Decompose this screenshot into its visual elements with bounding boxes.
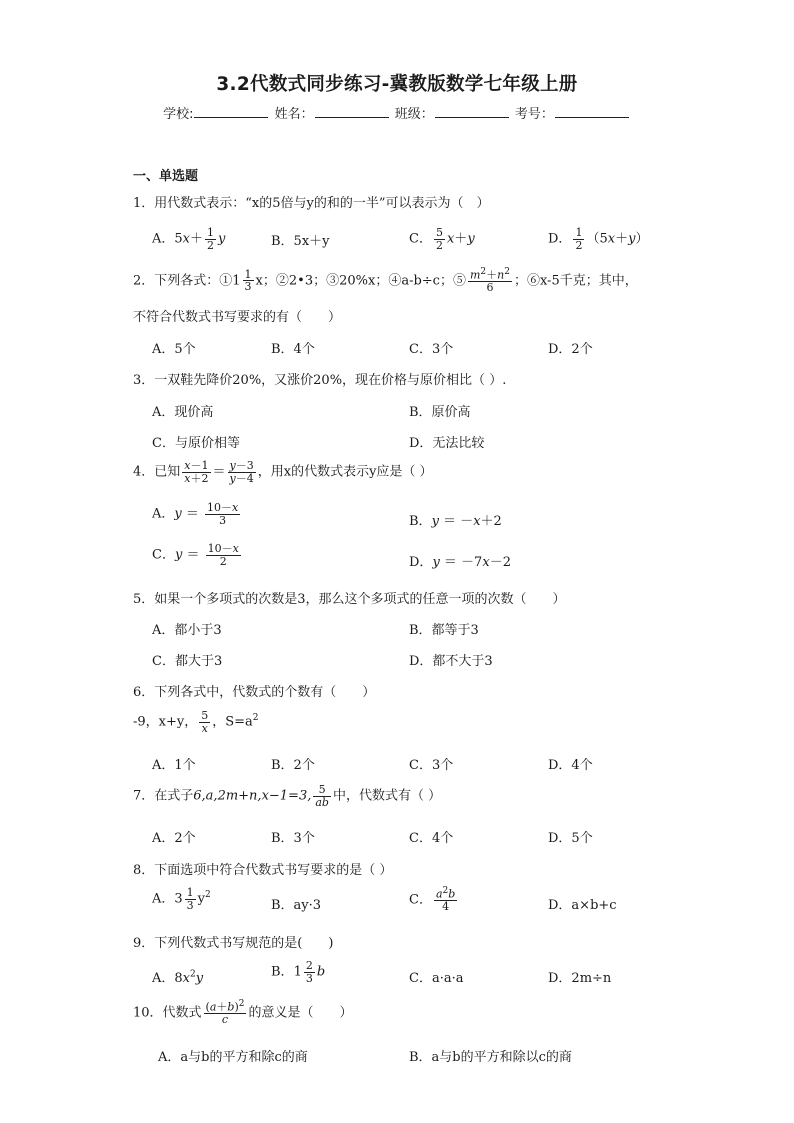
- q6-option-a[interactable]: A．1个: [152, 758, 196, 773]
- q1-option-c[interactable]: C． $\frac{5}{2}$ x＋y: [409, 226, 475, 252]
- q10-option-b[interactable]: B．a与b的平方和除以c的商: [409, 1050, 572, 1065]
- q3-option-a[interactable]: A．现价高: [152, 405, 214, 420]
- question-2-stem: 2．下列各式：①1 $\frac{1}{3}$ x；②2•3；③20%x；④a-b÷c；⑤ $\frac{m^2+n^2}{6}$ ；⑥x-5千克；其中，: [133, 267, 638, 295]
- question-2-stem-cont: 不符合代数式书写要求的有（ ）: [133, 310, 342, 325]
- class-blank[interactable]: [435, 105, 509, 118]
- q9-option-a[interactable]: A．$8x^2y$: [152, 969, 204, 986]
- class-label: 班级：: [394, 107, 434, 122]
- q5-option-d[interactable]: D．都不大于3: [409, 654, 493, 669]
- q1-option-b[interactable]: B．5x＋y: [271, 234, 330, 249]
- q7-option-d[interactable]: D．5个: [548, 831, 593, 846]
- name-blank[interactable]: [315, 105, 389, 118]
- q8-option-d[interactable]: D．a×b+c: [548, 898, 617, 913]
- question-10-stem: 10．代数式 $\frac{(a+b)^2}{c}$ 的意义是（ ）: [133, 999, 353, 1027]
- q5-option-b[interactable]: B．都等于3: [409, 623, 479, 638]
- q8-option-c[interactable]: C． $\frac{a^2b}{4}$: [409, 886, 456, 914]
- q5-option-a[interactable]: A．都小于3: [152, 623, 222, 638]
- page-title: 3.2代数式同步练习-冀教版数学七年级上册: [216, 74, 578, 95]
- section-heading: 一、单选题: [133, 169, 199, 184]
- school-blank[interactable]: [194, 105, 268, 118]
- q5-option-c[interactable]: C．都大于3: [152, 654, 223, 669]
- q7-option-a[interactable]: A．2个: [152, 831, 196, 846]
- q1-option-d[interactable]: D． $\frac{1}{2}$ （5x＋y）: [548, 226, 649, 252]
- q2-option-b[interactable]: B．4个: [271, 342, 315, 357]
- question-6-list: -9，x+y， $\frac{5}{x}$ ，$S=a^2$: [133, 709, 259, 735]
- q3-option-b[interactable]: B．原价高: [409, 405, 471, 420]
- question-5-stem: 5．如果一个多项式的次数是3，那么这个多项式的任意一项的次数（ ）: [133, 592, 566, 607]
- q2-option-c[interactable]: C．3个: [409, 342, 454, 357]
- question-7-stem: 7．在式子6,a,2m+n,x−1=3, $\frac{5}{ab}$ 中，代数式有（ ）: [133, 783, 442, 809]
- q4-option-d[interactable]: D．y ＝ －7x－2: [409, 555, 511, 570]
- school-label: 学校:: [163, 107, 194, 122]
- q7-option-b[interactable]: B．3个: [271, 831, 315, 846]
- number-label: 考号：: [514, 107, 554, 122]
- q10-option-a[interactable]: A．a与b的平方和除c的商: [158, 1050, 308, 1065]
- q7-option-c[interactable]: C．4个: [409, 831, 454, 846]
- q6-option-c[interactable]: C．3个: [409, 758, 454, 773]
- q9-option-b[interactable]: B．1 $\frac{2}{3}$ b: [271, 959, 326, 985]
- q6-option-d[interactable]: D．4个: [548, 758, 593, 773]
- q8-option-a[interactable]: A．3 $\frac{1}{3}$ $y^2$: [152, 886, 211, 912]
- q6-option-b[interactable]: B．2个: [271, 758, 315, 773]
- q1-option-a[interactable]: A．5x＋ $\frac{1}{2}$ y: [152, 226, 226, 252]
- q4-option-a[interactable]: A．y ＝ $\frac{10-x}{3}$: [152, 501, 239, 527]
- question-9-stem: 9．下列代数式书写规范的是( ): [133, 936, 334, 951]
- student-info-line: [0, 103, 794, 122]
- question-8-stem: 8．下面选项中符合代数式书写要求的是（ ）: [133, 863, 393, 878]
- question-3-stem: 3．一双鞋先降价20%，又涨价20%，现在价格与原价相比（ ）.: [133, 373, 507, 388]
- q2-option-a[interactable]: A．5个: [152, 342, 196, 357]
- number-blank[interactable]: [555, 105, 629, 118]
- q8-option-b[interactable]: B．ay·3: [271, 898, 322, 913]
- question-1-stem: 1．用代数式表示：“x的5倍与y的和的一半”可以表示为（ ）: [133, 196, 490, 211]
- q3-option-c[interactable]: C．与原价相等: [152, 436, 240, 451]
- q3-option-d[interactable]: D．无法比较: [409, 436, 485, 451]
- name-label: 姓名：: [274, 107, 314, 122]
- question-4-stem: 4．已知 $\frac{x-1}{x+2}$ ＝ $\frac{y-3}{y-4}$ ，用x的代数式表示y应是（ ）: [133, 459, 433, 485]
- q9-option-d[interactable]: D．2m÷n: [548, 971, 612, 986]
- q9-option-c[interactable]: C．a·a·a: [409, 971, 464, 986]
- q4-option-b[interactable]: B．y ＝ －x＋2: [409, 514, 502, 529]
- q4-option-c[interactable]: C．y ＝ $\frac{10-x}{2}$: [152, 542, 239, 568]
- q2-option-d[interactable]: D．2个: [548, 342, 593, 357]
- question-6-stem: 6．下列各式中，代数式的个数有（ ）: [133, 685, 376, 700]
